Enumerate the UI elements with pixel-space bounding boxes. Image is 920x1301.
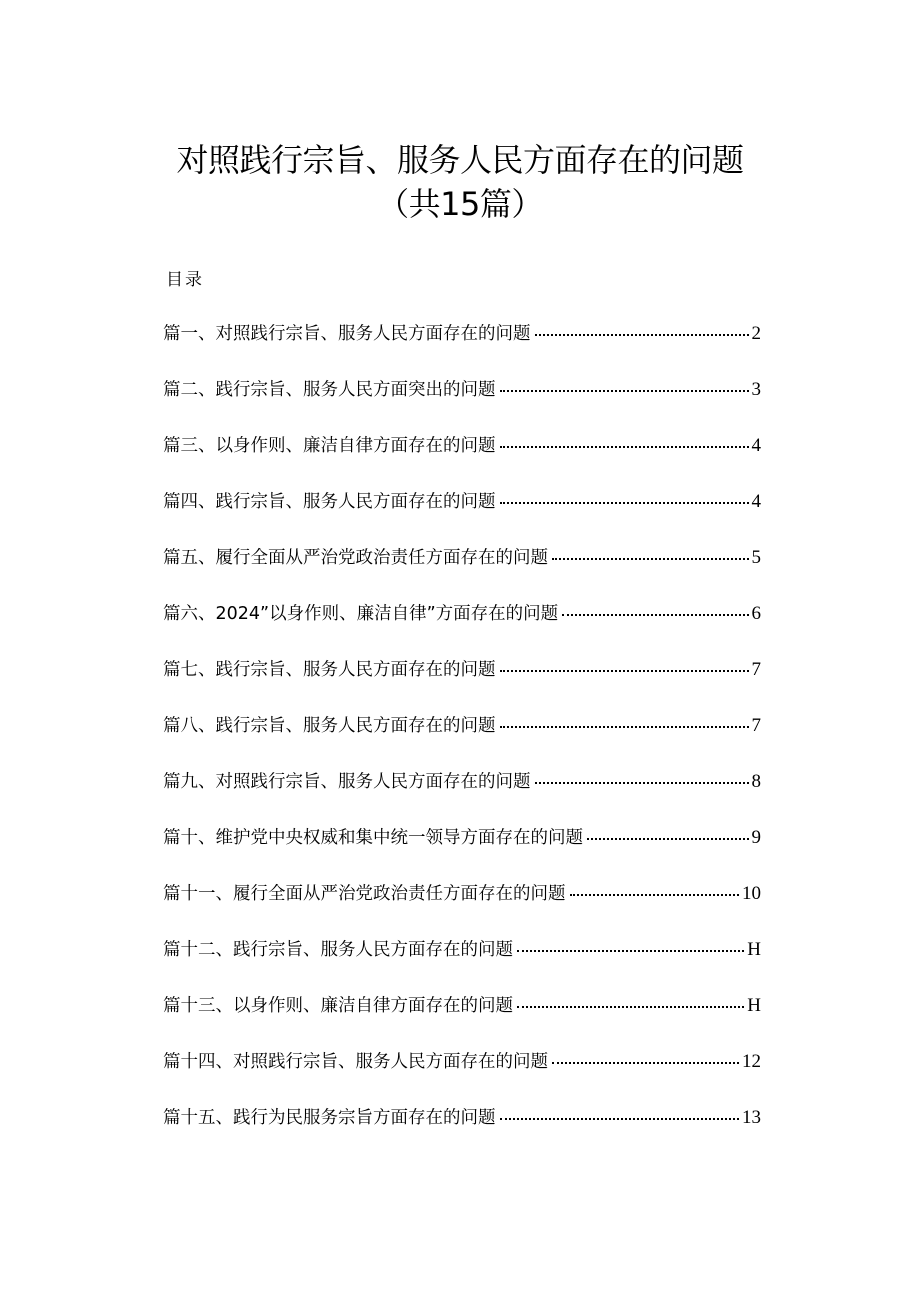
toc-entry-label: 篇十三、以身作则、廉洁自律方面存在的问题	[163, 996, 513, 1016]
toc-leader-dots	[517, 949, 744, 952]
toc-entry-1[interactable]	[163, 320, 761, 376]
toc-entry-7[interactable]	[163, 656, 761, 712]
toc-leader-dots	[500, 445, 749, 448]
toc-entry-8[interactable]	[163, 712, 761, 768]
toc-entry-12[interactable]	[163, 936, 761, 992]
toc-leader-dots	[570, 893, 740, 896]
toc-leader-dots	[500, 1117, 740, 1120]
toc-entry-label: 篇十五、践行为民服务宗旨方面存在的问题	[163, 1108, 496, 1128]
toc-entry-page: 8	[751, 771, 761, 792]
toc-leader-dots	[500, 725, 749, 728]
toc-leader-dots	[535, 333, 749, 336]
toc-leader-dots	[500, 389, 749, 392]
toc-leader-dots	[587, 837, 749, 840]
table-of-contents	[163, 320, 761, 1160]
toc-leader-dots	[517, 1005, 744, 1008]
toc-entry-2[interactable]	[163, 376, 761, 432]
toc-entry-page: 4	[751, 435, 761, 456]
toc-entry-15[interactable]	[163, 1104, 761, 1160]
toc-entry-10[interactable]	[163, 824, 761, 880]
toc-entry-5[interactable]	[163, 544, 761, 600]
toc-leader-dots	[535, 781, 749, 784]
toc-entry-page: 9	[751, 827, 761, 848]
toc-entry-label: 篇三、以身作则、廉洁自律方面存在的问题	[163, 436, 496, 456]
toc-entry-page: 12	[742, 1051, 761, 1072]
toc-leader-dots	[500, 669, 749, 672]
toc-entry-4[interactable]	[163, 488, 761, 544]
toc-entry-label: 篇十、维护党中央权威和集中统一领导方面存在的问题	[163, 828, 583, 848]
toc-entry-label: 篇十四、对照践行宗旨、服务人民方面存在的问题	[163, 1052, 548, 1072]
title-line-1: 对照践行宗旨、服务人民方面存在的问题	[176, 141, 744, 179]
toc-entry-page: 7	[751, 715, 761, 736]
toc-entry-6[interactable]	[163, 600, 761, 656]
toc-entry-label: 篇十二、践行宗旨、服务人民方面存在的问题	[163, 940, 513, 960]
toc-entry-page: H	[747, 995, 761, 1016]
toc-entry-page: 7	[751, 659, 761, 680]
toc-entry-page: 4	[751, 491, 761, 512]
toc-entry-page: 13	[742, 1107, 761, 1128]
document-title	[0, 138, 920, 226]
toc-leader-dots	[552, 1061, 739, 1064]
toc-entry-9[interactable]	[163, 768, 761, 824]
toc-entry-label: 篇八、践行宗旨、服务人民方面存在的问题	[163, 716, 496, 736]
toc-entry-label: 篇六、2024”以身作则、廉洁自律”方面存在的问题	[163, 604, 559, 624]
toc-entry-3[interactable]	[163, 432, 761, 488]
toc-heading: 目录	[166, 270, 204, 290]
toc-entry-page: H	[747, 939, 761, 960]
toc-entry-14[interactable]	[163, 1048, 761, 1104]
toc-entry-page: 2	[751, 323, 761, 344]
toc-leader-dots	[552, 557, 749, 560]
toc-leader-dots	[500, 501, 749, 504]
toc-entry-page: 5	[751, 547, 761, 568]
toc-entry-11[interactable]	[163, 880, 761, 936]
toc-entry-label: 篇四、践行宗旨、服务人民方面存在的问题	[163, 492, 496, 512]
toc-entry-13[interactable]	[163, 992, 761, 1048]
toc-entry-label: 篇九、对照践行宗旨、服务人民方面存在的问题	[163, 772, 531, 792]
toc-entry-label: 篇十一、履行全面从严治党政治责任方面存在的问题	[163, 884, 566, 904]
toc-entry-label: 篇一、对照践行宗旨、服务人民方面存在的问题	[163, 324, 531, 344]
title-line-2: （共15篇）	[377, 185, 543, 223]
toc-entry-label: 篇二、践行宗旨、服务人民方面突出的问题	[163, 380, 496, 400]
toc-leader-dots	[562, 613, 748, 616]
toc-entry-page: 10	[742, 883, 761, 904]
toc-entry-page: 3	[751, 379, 761, 400]
toc-entry-label: 篇七、践行宗旨、服务人民方面存在的问题	[163, 660, 496, 680]
toc-entry-label: 篇五、履行全面从严治党政治责任方面存在的问题	[163, 548, 548, 568]
toc-entry-page: 6	[751, 603, 761, 624]
